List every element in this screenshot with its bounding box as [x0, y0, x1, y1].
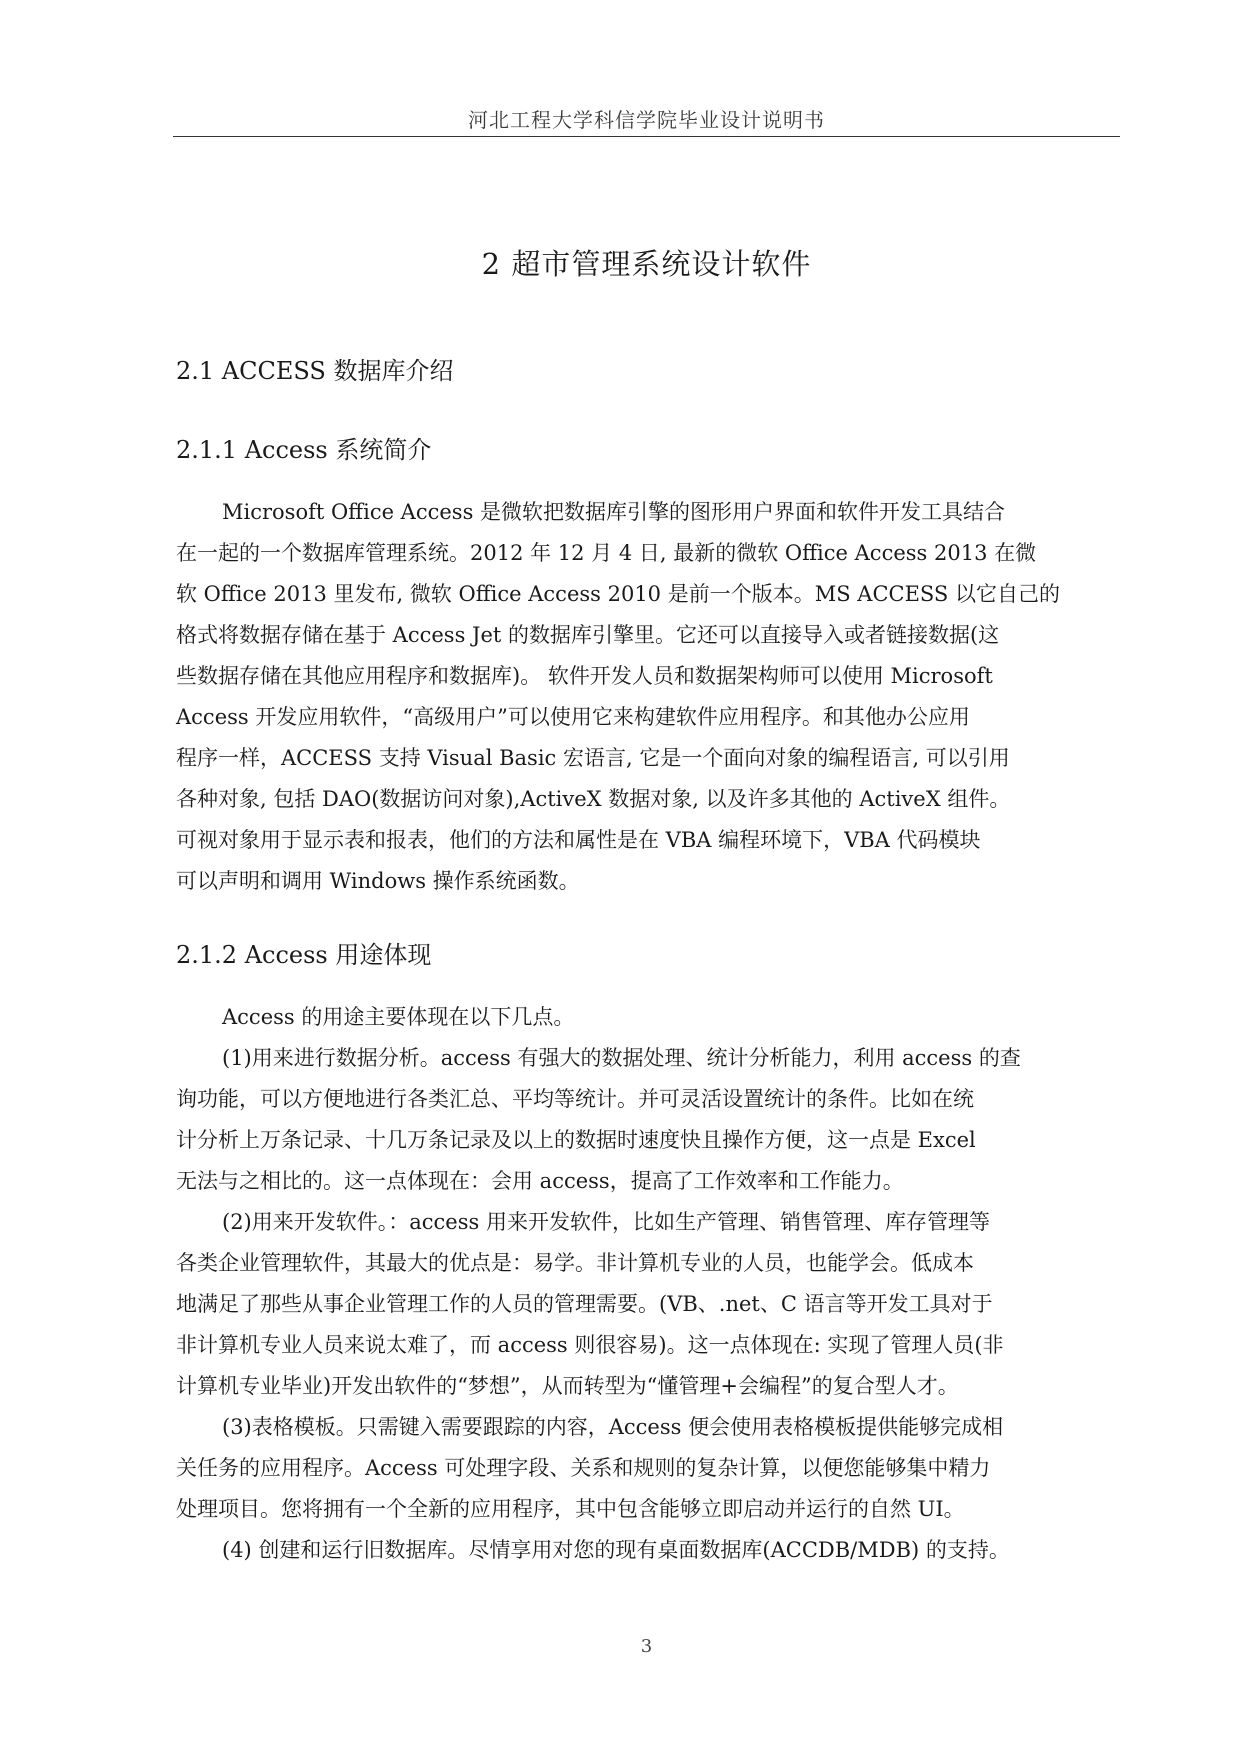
usage-point-1 — [176, 1038, 1120, 1202]
paragraph-line: Access 开发应用软件，“高级用户”可以使用它来构建软件应用程序。和其他办公应用 — [176, 705, 970, 729]
paragraph-line: 软 Office 2013 里发布, 微软 Office Access 2010 是前一个版本。MS ACCESS 以它自己的 — [176, 582, 1060, 606]
section-heading-2-1-1: 2.1.1 Access 系统简介 — [176, 436, 432, 464]
usage-point-4 — [176, 1530, 1120, 1571]
section-heading-2-1-2: 2.1.2 Access 用途体现 — [176, 941, 432, 969]
paragraph-line: (3)表格模板。只需键入需要跟踪的内容，Access 便会使用表格模板提供能够完成相 — [222, 1415, 1004, 1439]
usage-point-2 — [176, 1202, 1120, 1407]
section-heading-2-1: 2.1 ACCESS 数据库介绍 — [176, 357, 454, 385]
paragraph-line: 关任务的应用程序。Access 可处理字段、关系和规则的复杂计算，以便您能够集中精力 — [176, 1456, 991, 1480]
paragraph-line: 地满足了那些从事企业管理工作的人员的管理需要。(VB、.net、C 语言等开发工具对于 — [176, 1292, 993, 1316]
paragraph-line: 非计算机专业人员来说太难了，而 access 则很容易)。这一点体现在: 实现了管理人员(非 — [176, 1333, 1004, 1357]
running-header: 河北工程大学科信学院毕业设计说明书 — [468, 108, 825, 132]
paragraph-line: 可以声明和调用 Windows 操作系统函数。 — [176, 869, 580, 893]
usage-intro — [176, 997, 1120, 1038]
paragraph-line: 可视对象用于显示表和报表，他们的方法和属性是在 VBA 编程环境下，VBA 代码模块 — [176, 828, 981, 852]
paragraph-line: 处理项目。您将拥有一个全新的应用程序，其中包含能够立即启动并运行的自然 UI。 — [176, 1497, 965, 1521]
paragraph-line: 格式将数据存储在基于 Access Jet 的数据库引擎里。它还可以直接导入或者链接数据(这 — [176, 623, 1000, 647]
header-divider — [173, 136, 1120, 137]
paragraph-line: 各类企业管理软件，其最大的优点是：易学。非计算机专业的人员，也能学会。低成本 — [176, 1251, 974, 1275]
paragraph-line: Microsoft Office Access 是微软把数据库引擎的图形用户界面和软件开发工具结合 — [222, 500, 1006, 524]
page-number: 3 — [640, 1636, 653, 1657]
paragraph-line: 计算机专业毕业)开发出软件的“梦想”，从而转型为“懂管理+会编程”的复合型人才。 — [176, 1374, 959, 1398]
paragraph-line: 些数据存储在其他应用程序和数据库)。 软件开发人员和数据架构师可以使用 Microsoft — [176, 664, 993, 688]
paragraph-line: (1)用来进行数据分析。access 有强大的数据处理、统计分析能力，利用 access 的查 — [222, 1046, 1021, 1070]
usage-point-3 — [176, 1407, 1120, 1530]
paragraph-line: (2)用来开发软件。：access 用来开发软件，比如生产管理、销售管理、库存管理等 — [222, 1210, 990, 1234]
chapter-title: 2 超市管理系统设计软件 — [481, 247, 812, 281]
paragraph-line: 程序一样，ACCESS 支持 Visual Basic 宏语言, 它是一个面向对象的编程语言, 可以引用 — [176, 746, 1010, 770]
paragraph-line: 在一起的一个数据库管理系统。2012 年 12 月 4 日, 最新的微软 Office Access 2013 在微 — [176, 541, 1037, 565]
paragraph-line: (4) 创建和运行旧数据库。尽情享用对您的现有桌面数据库(ACCDB/MDB) 的支持。 — [222, 1538, 1010, 1562]
paragraph-line: Access 的用途主要体现在以下几点。 — [222, 1005, 575, 1029]
intro-paragraph — [176, 492, 1120, 902]
paragraph-line: 各种对象, 包括 DAO(数据访问对象),ActiveX 数据对象, 以及许多其他的 ActiveX 组件。 — [176, 787, 1011, 811]
paragraph-line: 无法与之相比的。这一点体现在：会用 access，提高了工作效率和工作能力。 — [176, 1169, 904, 1193]
paragraph-line: 计分析上万条记录、十几万条记录及以上的数据时速度快且操作方便，这一点是 Excel — [176, 1128, 976, 1152]
paragraph-line: 询功能，可以方便地进行各类汇总、平均等统计。并可灵活设置统计的条件。比如在统 — [176, 1087, 974, 1111]
